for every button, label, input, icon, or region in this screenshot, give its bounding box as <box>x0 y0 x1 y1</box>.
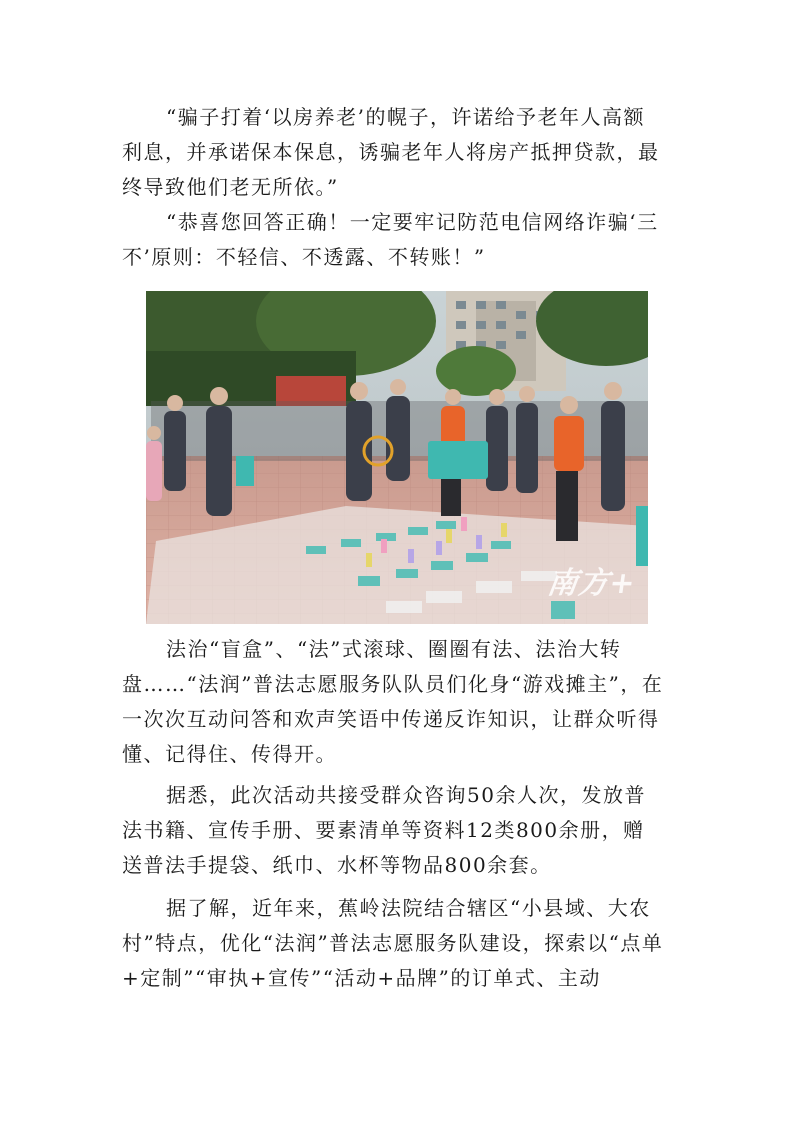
event-photo <box>146 291 648 624</box>
quote-paragraph-scam: “骗子打着‘以房养老’的幌子，许诺给予老年人高额利息，并承诺保本保息，诱骗老年人将房产抵押贷款，最终导致他们老无所依。” <box>122 105 660 199</box>
paragraph-activities: 法治“盲盒”、“法”式滚球、圈圈有法、法治大转盘……“法润”普法志愿服务队队员们化身“游戏摊主”，在一次次互动问答和欢声笑语中传递反诈知识，让群众听得懂、记得住、传得开。 <box>122 637 664 766</box>
paragraph-background: 据了解，近年来，蕉岭法院结合辖区“小县域、大农村”特点，优化“法润”普法志愿服务队建设，探索以“点单+定制”“审执+宣传”“活动+品牌”的订单式、主动 <box>122 896 664 990</box>
quote-paragraph-congrats: “恭喜您回答正确！一定要牢记防范电信网络诈骗‘三不’原则：不轻信、不透露、不转账！” <box>122 210 659 269</box>
paragraph-statistics: 据悉，此次活动共接受群众咨询50余人次，发放普法书籍、宣传手册、要素清单等资料12类800余册，赠送普法手提袋、纸巾、水杯等物品800余套。 <box>122 783 646 877</box>
watermark-logo: 南方+ <box>544 566 638 601</box>
